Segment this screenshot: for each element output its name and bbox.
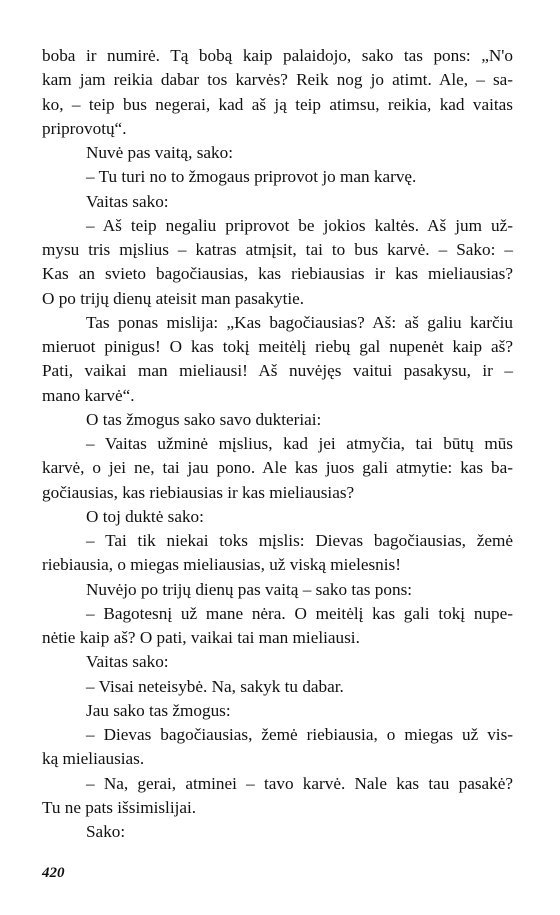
text-line: O toj duktė sako: [86, 506, 204, 526]
text-line: ko, – teip bus negerai, kad aš ją teip atimsu, reikia, kad vaitas [42, 94, 513, 114]
text-line: Kas an svieto bagočiausias, kas riebiausias ir kas mieliausias? [42, 264, 513, 284]
text-line: – Tu turi no to žmogaus priprovot jo man karvę. [86, 167, 417, 187]
text-line: – Bagotesnį už mane nėra. O meitėlį kas gali tokį nupe- [86, 603, 513, 623]
text-line: Vaitas sako: [86, 191, 169, 211]
text-line: – Dievas bagočiausias, žemė riebiausia, o miegas už vis- [86, 725, 513, 744]
text-line: kam jam reikia dabar tos karvės? Reik nog jo atimt. Ale, – sa- [42, 70, 513, 90]
text-line: O tas žmogus sako savo dukteriai: [86, 409, 322, 429]
text-line: Sako: [86, 822, 126, 841]
text-line: – Tai tik niekai toks mįslis: Dievas bagočiausias, žemė [86, 531, 513, 550]
text-line: Pati, vaikai man mieliausi! Aš nuvėjęs vaitui pasakysu, ir – [42, 361, 513, 381]
text-line: karvė, o jei ne, tai jau pono. Ale kas juos gali atmytie: kas ba- [42, 458, 513, 478]
text-line: nėtie kaip aš? O pati, vaikai tai man mieliausi. [42, 628, 360, 647]
text-line: ką mieliausias. [42, 749, 145, 769]
text-line: Vaitas sako: [86, 652, 169, 672]
text-line: mysu tris mįslius – katras atmįsit, tai to bus karvė. – Sako: – [42, 240, 513, 259]
text-line: – Aš teip negaliu priprovot be jokios kaltės. Aš jum už- [86, 215, 513, 235]
text-line: – Na, gerai, atminei – tavo karvė. Nale kas tau pasakė? [86, 773, 513, 793]
text-line: gočiausias, kas riebiausias ir kas mieliausias? [42, 482, 355, 502]
text-line: mieruot pinigus! O kas tokį meitėlį riebų gal nupenėt kaip aš? [42, 337, 513, 356]
text-line: boba ir numirė. Tą bobą kaip palaidojo, sako tas pons: „N'o [42, 46, 513, 65]
text-line: riebiausia, o miegas mieliausias, už viską mielesnis! [42, 555, 401, 575]
text-line: Nuvė pas vaitą, sako: [86, 143, 234, 162]
text-line: mano karvė“. [42, 385, 135, 405]
text-line: priprovotų“. [42, 118, 127, 138]
text-line: Tu ne pats išsimislijai. [42, 797, 197, 817]
page-text-block [42, 44, 513, 844]
text-line: Nuvėjo po trijų dienų pas vaitą – sako tas pons: [86, 579, 413, 599]
text-line: – Visai neteisybė. Na, sakyk tu dabar. [86, 676, 344, 696]
page-number: 420 [42, 865, 65, 881]
text-line: Jau sako tas žmogus: [86, 700, 231, 720]
text-line: – Vaitas užminė mįslius, kad jei atmyčia, tai būtų mūs [86, 434, 513, 453]
text-line: O po trijų dienų ateisit man pasakytie. [42, 288, 305, 308]
text-line: Tas ponas mislija: „Kas bagočiausias? Aš: aš galiu karčiu [86, 312, 513, 332]
